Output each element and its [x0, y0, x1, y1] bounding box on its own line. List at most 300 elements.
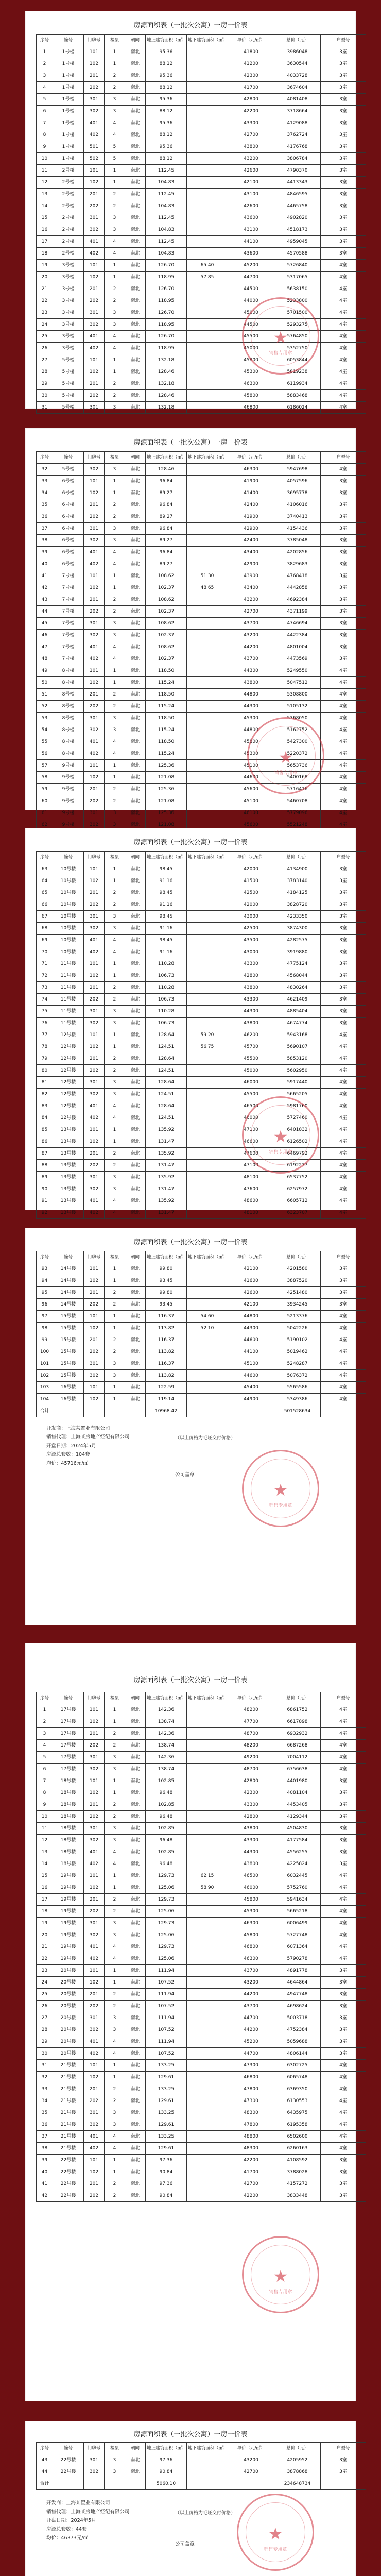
- table-cell: 5047512: [274, 677, 321, 689]
- table-cell: 4081408: [274, 94, 321, 106]
- table-cell: 24: [37, 319, 53, 331]
- table-cell: 98.45: [146, 863, 187, 875]
- table-cell: 4室: [321, 1929, 366, 1941]
- table-cell: 13号楼: [53, 1207, 84, 1219]
- table-cell: 16: [37, 224, 53, 236]
- table-cell: 2: [105, 1906, 125, 1918]
- table-cell: 南北: [125, 1053, 146, 1065]
- table-cell: 9: [37, 1799, 53, 1811]
- table-cell: 23: [37, 307, 53, 319]
- table-cell: 南北: [125, 1823, 146, 1835]
- table-cell: [187, 899, 228, 911]
- table-row: [37, 606, 366, 618]
- table-cell: 30: [37, 2048, 53, 2060]
- table-cell: 南北: [125, 606, 146, 618]
- table-cell: 43200: [228, 1977, 274, 1989]
- table-cell: 南北: [125, 378, 146, 390]
- table-cell: 6605712: [274, 1195, 321, 1207]
- table-cell: 111.94: [146, 2036, 187, 2048]
- table-cell: 48300: [228, 2107, 274, 2119]
- table-cell: 48300: [228, 2143, 274, 2155]
- table-cell: 35: [37, 2107, 53, 2119]
- table-cell: 73: [37, 982, 53, 994]
- table-cell: 8号楼: [53, 724, 84, 736]
- table-cell: 南北: [125, 1124, 146, 1136]
- table-cell: 4室: [321, 2083, 366, 2095]
- table-cell: 3室: [321, 1858, 366, 1870]
- table-cell: 3: [105, 724, 125, 736]
- table-cell: 1: [105, 177, 125, 189]
- table-cell: [187, 523, 228, 535]
- table-cell: 5: [105, 153, 125, 165]
- table-cell: 101: [37, 1358, 53, 1370]
- table-cell: 125.06: [146, 1906, 187, 1918]
- table-cell: 4157272: [274, 2178, 321, 2190]
- table-cell: 44600: [228, 1334, 274, 1346]
- table-cell: 3: [105, 106, 125, 117]
- table-row: [37, 1811, 366, 1823]
- table-cell: 10号楼: [53, 863, 84, 875]
- table-cell: 102: [84, 1716, 105, 1728]
- table-cell: 4: [37, 1740, 53, 1752]
- table-cell: 1: [105, 1394, 125, 1405]
- table-cell: 20号楼: [53, 2048, 84, 2060]
- table-cell: 3718664: [274, 106, 321, 117]
- table-cell: 1: [105, 1965, 125, 1977]
- table-cell: 4室: [321, 1728, 366, 1740]
- table-cell: 南北: [125, 1989, 146, 2001]
- table-row: [37, 2178, 366, 2190]
- table-cell: 2号楼: [53, 248, 84, 260]
- table-cell: 4413343: [274, 177, 321, 189]
- table-cell: 南北: [125, 511, 146, 523]
- table-cell: 202: [84, 606, 105, 618]
- table-cell: 402: [84, 946, 105, 958]
- table-cell: 3号楼: [53, 272, 84, 283]
- column-header: 地下建筑面积（㎡）: [187, 1251, 228, 1263]
- table-cell: 4: [105, 1941, 125, 1953]
- table-cell: 202: [84, 390, 105, 402]
- table-cell: [187, 875, 228, 887]
- table-cell: 4室: [321, 1941, 366, 1953]
- table-cell: 43700: [228, 618, 274, 630]
- table-cell: 302: [84, 2466, 105, 2478]
- table-cell: [187, 354, 228, 366]
- table-cell: 116.37: [146, 1311, 187, 1323]
- table-cell: 3室: [321, 1263, 366, 1275]
- table-cell: 42800: [228, 94, 274, 106]
- table-cell: 3: [105, 1183, 125, 1195]
- table-cell: 43800: [228, 677, 274, 689]
- table-cell: [321, 1405, 366, 1417]
- table-cell: 3号楼: [53, 343, 84, 354]
- table-cell: 201: [84, 594, 105, 606]
- table-cell: 18号楼: [53, 1811, 84, 1823]
- table-cell: 22号楼: [53, 2466, 84, 2478]
- table-cell: 6687268: [274, 1740, 321, 1752]
- table-row: [37, 212, 366, 224]
- table-cell: 3: [105, 535, 125, 547]
- table-row: [37, 106, 366, 117]
- table-cell: 102.37: [146, 653, 187, 665]
- table-cell: 6号楼: [53, 558, 84, 570]
- price-note: （以上价格为毛坯交付价格）: [175, 1436, 236, 1441]
- table-cell: 4473569: [274, 653, 321, 665]
- table-cell: 43000: [228, 911, 274, 923]
- table-cell: 16号楼: [53, 1394, 84, 1405]
- table-cell: 19: [37, 260, 53, 272]
- table-cell: 3: [105, 1370, 125, 1382]
- table-cell: 45500: [228, 331, 274, 343]
- table-cell: 4518173: [274, 224, 321, 236]
- table-cell: 3室: [321, 2012, 366, 2024]
- table-cell: 15: [37, 212, 53, 224]
- table-cell: 6号楼: [53, 511, 84, 523]
- table-cell: 138.74: [146, 1764, 187, 1775]
- table-cell: 3: [105, 2024, 125, 2036]
- table-row: [37, 46, 366, 58]
- table-cell: 104.83: [146, 224, 187, 236]
- table-cell: 32: [37, 464, 53, 476]
- table-cell: 4室: [321, 1882, 366, 1894]
- table-row: [37, 224, 366, 236]
- table-cell: [187, 499, 228, 511]
- table-cell: [187, 887, 228, 899]
- table-row: [37, 1018, 366, 1029]
- table-cell: 234648734: [274, 2478, 321, 2490]
- table-row: [37, 1100, 366, 1112]
- table-cell: 102: [84, 366, 105, 378]
- table-cell: 4570588: [274, 248, 321, 260]
- table-row: [37, 2119, 366, 2131]
- table-cell: 45600: [228, 784, 274, 795]
- table-cell: 5779096: [274, 807, 321, 819]
- table-cell: 2: [105, 1799, 125, 1811]
- table-cell: [187, 665, 228, 677]
- table-row: [37, 248, 366, 260]
- table-cell: 3室: [321, 935, 366, 946]
- table-cell: [187, 795, 228, 807]
- table-cell: 7号楼: [53, 594, 84, 606]
- table-cell: 4室: [321, 2107, 366, 2119]
- table-cell: 4134900: [274, 863, 321, 875]
- table-cell: 3室: [321, 476, 366, 487]
- table-cell: 3806784: [274, 153, 321, 165]
- table-cell: 5号楼: [53, 390, 84, 402]
- table-cell: 14: [37, 200, 53, 212]
- table-cell: 12号楼: [53, 1077, 84, 1089]
- table-cell: [187, 1799, 228, 1811]
- table-cell: 14号楼: [53, 1275, 84, 1287]
- table-cell: 34: [37, 2095, 53, 2107]
- table-cell: 3783140: [274, 875, 321, 887]
- table-cell: 4225824: [274, 1858, 321, 1870]
- table-cell: 111.94: [146, 1965, 187, 1977]
- table-cell: 南北: [125, 1148, 146, 1160]
- table-cell: 48800: [228, 2131, 274, 2143]
- table-cell: 14号楼: [53, 1299, 84, 1311]
- table-cell: 南北: [125, 594, 146, 606]
- table-cell: [125, 1405, 146, 1417]
- table-cell: 43600: [228, 248, 274, 260]
- table-cell: 2: [105, 200, 125, 212]
- table-cell: 46000: [228, 1077, 274, 1089]
- table-row: [37, 1823, 366, 1835]
- table-cell: 46600: [228, 1136, 274, 1148]
- table-cell: [187, 1358, 228, 1370]
- table-row: [37, 2036, 366, 2048]
- table-cell: 10号楼: [53, 923, 84, 935]
- table-cell: 5号楼: [53, 366, 84, 378]
- table-cell: 20: [37, 1929, 53, 1941]
- table-cell: 202: [84, 200, 105, 212]
- table-cell: 南北: [125, 1311, 146, 1323]
- table-row: [37, 2155, 366, 2166]
- table-cell: 43100: [228, 224, 274, 236]
- table-cell: 47300: [228, 2060, 274, 2072]
- column-header: 楼层: [105, 1251, 125, 1263]
- table-cell: 南北: [125, 677, 146, 689]
- table-cell: 南北: [125, 1100, 146, 1112]
- table-cell: [187, 2048, 228, 2060]
- column-header: 门牌号: [84, 2443, 105, 2454]
- table-cell: [187, 2107, 228, 2119]
- table-cell: 18号楼: [53, 1787, 84, 1799]
- table-cell: 4: [105, 641, 125, 653]
- table-cell: 302: [84, 2024, 105, 2036]
- sheet-title: 房源面积表（一批次公寓）一房一价表: [133, 839, 248, 846]
- table-cell: 6401832: [274, 1124, 321, 1136]
- table-cell: 8号楼: [53, 689, 84, 701]
- table-row: [37, 1894, 366, 1906]
- table-cell: 1: [105, 1704, 125, 1716]
- table-cell: 5249550: [274, 665, 321, 677]
- table-cell: 124.51: [146, 1065, 187, 1077]
- table-cell: 南北: [125, 1953, 146, 1965]
- table-cell: 4室: [321, 2095, 366, 2107]
- table-row: [37, 665, 366, 677]
- table-cell: [187, 784, 228, 795]
- column-header: 幢号: [53, 852, 84, 863]
- table-cell: 101: [84, 1775, 105, 1787]
- table-cell: 南北: [125, 343, 146, 354]
- table-cell: 2: [105, 606, 125, 618]
- table-cell: 3号楼: [53, 331, 84, 343]
- table-cell: 202: [84, 82, 105, 94]
- table-cell: 82: [37, 1089, 53, 1100]
- table-cell: [187, 807, 228, 819]
- table-cell: 3室: [321, 2048, 366, 2060]
- table-cell: 5460708: [274, 795, 321, 807]
- table-cell: 501: [84, 141, 105, 153]
- table-cell: 46500: [228, 1100, 274, 1112]
- table-cell: [187, 1965, 228, 1977]
- table-cell: 3室: [321, 2454, 366, 2466]
- table-cell: 48700: [228, 1728, 274, 1740]
- table-cell: 18: [37, 1906, 53, 1918]
- table-cell: 5981760: [274, 1100, 321, 1112]
- table-cell: 8号楼: [53, 748, 84, 760]
- table-row: [37, 1728, 366, 1740]
- table-cell: 39: [37, 547, 53, 558]
- table-cell: 4室: [321, 736, 366, 748]
- table-cell: 102: [84, 58, 105, 70]
- table-cell: 南北: [125, 1263, 146, 1275]
- table-cell: 南北: [125, 1977, 146, 1989]
- table-cell: [187, 1977, 228, 1989]
- table-cell: 南北: [125, 795, 146, 807]
- table-cell: 5: [37, 1752, 53, 1764]
- table-cell: 42100: [228, 1299, 274, 1311]
- table-cell: 4033728: [274, 70, 321, 82]
- column-header: 幢号: [53, 1692, 84, 1704]
- table-cell: 202: [84, 1811, 105, 1823]
- table-cell: 南北: [125, 2095, 146, 2107]
- table-cell: 21号楼: [53, 2107, 84, 2119]
- table-cell: 135.92: [146, 1148, 187, 1160]
- table-cell: 101: [84, 476, 105, 487]
- table-cell: 102: [84, 772, 105, 784]
- table-cell: 南北: [125, 1704, 146, 1716]
- table-cell: 26: [37, 2001, 53, 2012]
- table-cell: 301: [84, 2454, 105, 2466]
- table-cell: 3室: [321, 535, 366, 547]
- table-cell: 4129344: [274, 1811, 321, 1823]
- table-cell: 108.62: [146, 641, 187, 653]
- table-cell: [187, 1787, 228, 1799]
- table-cell: 27: [37, 2012, 53, 2024]
- table-cell: 401: [84, 547, 105, 558]
- table-cell: 101: [84, 665, 105, 677]
- table-cell: 4556255: [274, 1846, 321, 1858]
- table-row: [37, 1965, 366, 1977]
- table-cell: [53, 1405, 84, 1417]
- column-header: 朝向: [125, 1251, 146, 1263]
- table-cell: 91.16: [146, 875, 187, 887]
- table-cell: 4室: [321, 807, 366, 819]
- table-cell: 2: [105, 994, 125, 1006]
- table-cell: 80: [37, 1065, 53, 1077]
- table-cell: 21号楼: [53, 2131, 84, 2143]
- table-cell: 3室: [321, 487, 366, 499]
- table-cell: 19号楼: [53, 1870, 84, 1882]
- table-cell: [187, 641, 228, 653]
- table-cell: 45800: [228, 1894, 274, 1906]
- table-cell: [187, 2036, 228, 2048]
- table-cell: 401: [84, 1100, 105, 1112]
- table-cell: 5号楼: [53, 354, 84, 366]
- table-row: [37, 141, 366, 153]
- table-cell: 122.59: [146, 1382, 187, 1394]
- table-cell: 4947748: [274, 1989, 321, 2001]
- table-cell: 6006499: [274, 1918, 321, 1929]
- table-cell: 4: [105, 1195, 125, 1207]
- table-row: [37, 2095, 366, 2107]
- table-cell: 43: [37, 2454, 53, 2466]
- table-cell: 201: [84, 1989, 105, 2001]
- table-cell: 4: [105, 2048, 125, 2060]
- table-cell: [187, 1287, 228, 1299]
- table-cell: 202: [84, 2190, 105, 2202]
- table-cell: 南北: [125, 70, 146, 82]
- table-cell: 2: [105, 887, 125, 899]
- table-cell: 2: [105, 511, 125, 523]
- table-cell: 4室: [321, 677, 366, 689]
- table-cell: 3674604: [274, 82, 321, 94]
- table-cell: 133.25: [146, 2083, 187, 2095]
- table-cell: [187, 1148, 228, 1160]
- table-cell: 45200: [228, 2036, 274, 2048]
- table-row: [37, 117, 366, 129]
- table-cell: 4057596: [274, 476, 321, 487]
- table-cell: 21号楼: [53, 2095, 84, 2107]
- table-row: [37, 1346, 366, 1358]
- table-cell: 21: [37, 283, 53, 295]
- table-cell: 3788028: [274, 2166, 321, 2178]
- table-cell: 7号楼: [53, 606, 84, 618]
- table-cell: 17号楼: [53, 1704, 84, 1716]
- table-cell: 1: [105, 1275, 125, 1287]
- table-cell: 69: [37, 935, 53, 946]
- table-cell: 28: [37, 2024, 53, 2036]
- table-cell: 44300: [228, 1006, 274, 1018]
- table-cell: 58: [37, 772, 53, 784]
- table-cell: 36: [37, 2119, 53, 2131]
- table-cell: 90.84: [146, 2466, 187, 2478]
- table-cell: [187, 772, 228, 784]
- table-cell: 4: [105, 2036, 125, 2048]
- table-cell: 4室: [321, 819, 366, 831]
- table-cell: 南北: [125, 1894, 146, 1906]
- column-header: 户型号: [321, 1251, 366, 1263]
- table-cell: 南北: [125, 819, 146, 831]
- table-cell: 3934245: [274, 1299, 321, 1311]
- table-cell: 112.45: [146, 165, 187, 177]
- table-cell: 南北: [125, 283, 146, 295]
- table-cell: 3: [105, 1918, 125, 1929]
- table-row: [37, 1183, 366, 1195]
- table-cell: 8号楼: [53, 665, 84, 677]
- table-cell: 南北: [125, 1918, 146, 1929]
- table-cell: 3828720: [274, 899, 321, 911]
- table-cell: [187, 736, 228, 748]
- table-cell: 3室: [321, 165, 366, 177]
- table-cell: 1: [105, 272, 125, 283]
- table-cell: 5308800: [274, 689, 321, 701]
- table-cell: 119.14: [146, 1394, 187, 1405]
- table-cell: 302: [84, 630, 105, 641]
- table-cell: 4453405: [274, 1799, 321, 1811]
- table-cell: 3室: [321, 606, 366, 618]
- table-cell: 22号楼: [53, 2155, 84, 2166]
- table-row: [37, 378, 366, 390]
- column-header: 门牌号: [84, 1692, 105, 1704]
- column-header: 序号: [37, 1692, 53, 1704]
- table-cell: 129.61: [146, 2119, 187, 2131]
- table-cell: [187, 2131, 228, 2143]
- table-cell: 2: [105, 189, 125, 200]
- table-cell: 3室: [321, 1775, 366, 1787]
- table-cell: 3室: [321, 499, 366, 511]
- table-cell: 17号楼: [53, 1728, 84, 1740]
- table-cell: 402: [84, 248, 105, 260]
- table-cell: 5400168: [274, 772, 321, 784]
- table-cell: 19号楼: [53, 1882, 84, 1894]
- table-cell: 3室: [321, 1835, 366, 1846]
- table-cell: 101: [84, 570, 105, 582]
- table-cell: [187, 46, 228, 58]
- table-cell: 南北: [125, 618, 146, 630]
